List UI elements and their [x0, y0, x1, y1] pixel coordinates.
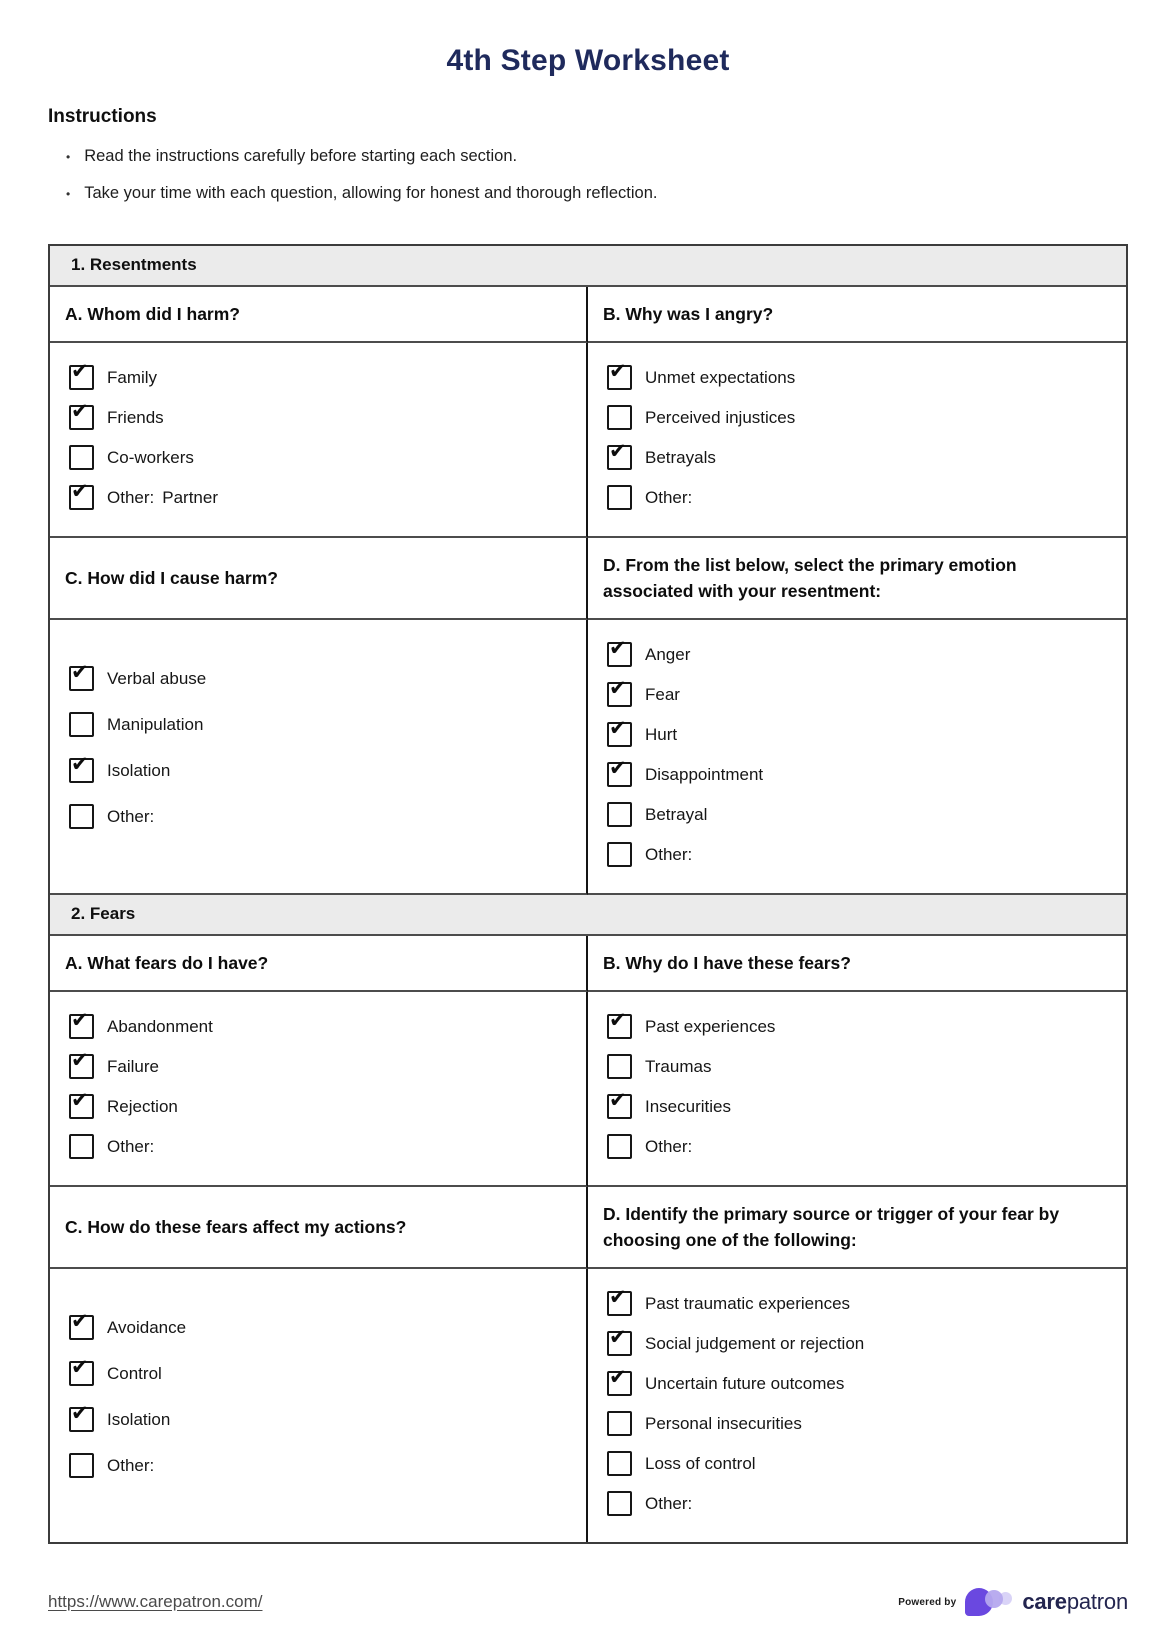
checkbox-option[interactable]	[607, 485, 1110, 510]
checkbox-option[interactable]	[607, 439, 1110, 470]
unchecked-checkbox-icon[interactable]	[607, 842, 632, 867]
checkmark-icon: ✔	[609, 1325, 627, 1349]
checked-checkbox-icon[interactable]	[607, 359, 632, 390]
checkbox-label: Control	[107, 1363, 162, 1383]
question-label: A. Whom did I harm?	[65, 303, 240, 324]
footer	[48, 1586, 1128, 1630]
checked-checkbox-icon[interactable]	[607, 1285, 632, 1316]
checked-checkbox-icon[interactable]	[69, 399, 94, 430]
checkmark-icon: ✔	[609, 1088, 627, 1112]
checkmark-icon: ✔	[609, 716, 627, 740]
checkbox-option[interactable]	[69, 399, 570, 430]
unchecked-checkbox-icon[interactable]	[69, 1453, 94, 1478]
options-cell	[50, 620, 588, 895]
checkbox-label: Other:	[107, 1136, 155, 1156]
unchecked-checkbox-icon[interactable]	[607, 1491, 632, 1516]
question-label: D. From the list below, select the primary emotion associated with your resentment:	[603, 554, 1017, 601]
checkmark-icon: ✔	[71, 1401, 89, 1425]
checkmark-icon: ✔	[71, 359, 89, 383]
worksheet-section	[50, 246, 1126, 895]
options-cell	[50, 1269, 588, 1542]
checkbox-option[interactable]	[607, 1088, 1110, 1119]
question-cell	[588, 936, 1126, 992]
checkmark-icon: ✔	[71, 752, 89, 776]
unchecked-checkbox-icon[interactable]	[69, 1134, 94, 1159]
checked-checkbox-icon[interactable]	[607, 1088, 632, 1119]
instruction-bullet	[48, 138, 1128, 175]
checkbox-option[interactable]	[607, 716, 1110, 747]
checked-checkbox-icon[interactable]	[69, 752, 94, 783]
checkbox-option[interactable]	[607, 359, 1110, 390]
carepatron-logo-icon	[965, 1586, 1013, 1618]
worksheet-table	[48, 244, 1128, 1544]
instruction-bullet	[48, 175, 1128, 212]
question-cell	[50, 936, 588, 992]
checkbox-option[interactable]	[69, 1453, 570, 1478]
unchecked-checkbox-icon[interactable]	[69, 804, 94, 829]
section-header: 2. Fears	[50, 895, 1126, 936]
checkbox-label: Uncertain future outcomes	[645, 1373, 845, 1393]
checkbox-option[interactable]	[69, 1088, 570, 1119]
checkbox-option[interactable]	[69, 359, 570, 390]
checkbox-label: Disappointment	[645, 764, 764, 784]
checkbox-label: Other:	[107, 1455, 155, 1475]
checked-checkbox-icon[interactable]	[69, 660, 94, 691]
checkbox-option[interactable]	[607, 405, 1110, 430]
unchecked-checkbox-icon[interactable]	[607, 405, 632, 430]
unchecked-checkbox-icon[interactable]	[69, 445, 94, 470]
checkbox-option[interactable]	[607, 636, 1110, 667]
checked-checkbox-icon[interactable]	[607, 676, 632, 707]
checkbox-label: Insecurities	[645, 1096, 731, 1116]
checkbox-label: Other:	[107, 806, 155, 826]
checked-checkbox-icon[interactable]	[69, 479, 94, 510]
checkbox-label: Family	[107, 367, 158, 387]
checkbox-option[interactable]	[607, 1054, 1110, 1079]
checkmark-icon: ✔	[71, 1048, 89, 1072]
checkbox-label: Isolation	[107, 1409, 171, 1429]
checked-checkbox-icon[interactable]	[69, 1309, 94, 1340]
checkbox-label: Other:	[107, 487, 155, 507]
checked-checkbox-icon[interactable]	[69, 1048, 94, 1079]
checkbox-label: Other:	[645, 1493, 693, 1513]
question-cell	[50, 538, 588, 620]
checkbox-label: Anger	[645, 644, 691, 664]
unchecked-checkbox-icon[interactable]	[607, 485, 632, 510]
checkbox-value: Partner	[162, 487, 218, 507]
instructions-list	[48, 138, 1128, 212]
checkbox-label: Personal insecurities	[645, 1413, 802, 1433]
powered-by-brand	[898, 1586, 1128, 1618]
checkmark-icon: ✔	[609, 359, 627, 383]
checkbox-label: Hurt	[645, 724, 678, 744]
checkbox-label: Verbal abuse	[107, 668, 207, 688]
checkbox-option[interactable]	[607, 1491, 1110, 1516]
checkbox-option[interactable]	[69, 1401, 570, 1432]
checkmark-icon: ✔	[71, 1088, 89, 1112]
checked-checkbox-icon[interactable]	[607, 439, 632, 470]
checkbox-option[interactable]	[607, 842, 1110, 867]
question-cell	[588, 287, 1126, 343]
checkbox-label: Perceived injustices	[645, 407, 796, 427]
checkbox-option[interactable]	[607, 1325, 1110, 1356]
checkbox-option[interactable]	[69, 1134, 570, 1159]
checked-checkbox-icon[interactable]	[69, 359, 94, 390]
checked-checkbox-icon[interactable]	[69, 1401, 94, 1432]
question-cell	[588, 1187, 1126, 1269]
checked-checkbox-icon[interactable]	[69, 1088, 94, 1119]
options-cell	[588, 343, 1126, 538]
section-header: 1. Resentments	[50, 246, 1126, 287]
checkmark-icon: ✔	[71, 660, 89, 684]
question-label: B. Why do I have these fears?	[603, 952, 851, 973]
checked-checkbox-icon[interactable]	[607, 756, 632, 787]
question-cell	[588, 538, 1126, 620]
checkbox-option[interactable]	[607, 1365, 1110, 1396]
checkbox-label: Betrayal	[645, 804, 708, 824]
checkbox-option[interactable]	[69, 1008, 570, 1039]
carepatron-wordmark: carepatron	[1022, 1589, 1128, 1614]
unchecked-checkbox-icon[interactable]	[607, 1411, 632, 1436]
checkmark-icon: ✔	[609, 676, 627, 700]
checkbox-label: Failure	[107, 1056, 159, 1076]
question-label: A. What fears do I have?	[65, 952, 269, 973]
question-label: B. Why was I angry?	[603, 303, 774, 324]
checkmark-icon: ✔	[609, 439, 627, 463]
checkbox-label: Rejection	[107, 1096, 178, 1116]
instruction-text: Read the instructions carefully before starting each section.	[84, 147, 518, 165]
checkmark-icon: ✔	[71, 399, 89, 423]
instructions-section	[48, 106, 1128, 212]
question-cell	[50, 1187, 588, 1269]
unchecked-checkbox-icon[interactable]	[607, 1451, 632, 1476]
checkbox-label: Isolation	[107, 760, 171, 780]
unchecked-checkbox-icon[interactable]	[607, 1134, 632, 1159]
checkbox-option[interactable]	[607, 1285, 1110, 1316]
checkbox-label: Past traumatic experiences	[645, 1293, 851, 1313]
checkbox-option[interactable]	[607, 1008, 1110, 1039]
checkbox-label: Fear	[645, 684, 680, 704]
worksheet-section	[50, 895, 1126, 1542]
instructions-heading: Instructions	[48, 106, 157, 127]
checkbox-label: Friends	[107, 407, 164, 427]
footer-link[interactable]: https://www.carepatron.com/	[48, 1592, 263, 1611]
checked-checkbox-icon[interactable]	[607, 716, 632, 747]
checkmark-icon: ✔	[71, 1309, 89, 1333]
checkbox-label: Traumas	[645, 1056, 712, 1076]
checkbox-option[interactable]	[69, 479, 570, 510]
checkbox-option[interactable]	[69, 1309, 570, 1340]
logo-blob-mid	[985, 1590, 1003, 1608]
section-grid	[50, 287, 1126, 895]
powered-by-label: Powered by	[898, 1596, 957, 1608]
bullet-icon: •	[66, 187, 71, 201]
checkbox-option[interactable]	[69, 1048, 570, 1079]
checkbox-option[interactable]	[607, 676, 1110, 707]
checkbox-label: Manipulation	[107, 714, 204, 734]
options-cell	[50, 992, 588, 1187]
checked-checkbox-icon[interactable]	[607, 1008, 632, 1039]
checkbox-label: Betrayals	[645, 447, 716, 467]
checked-checkbox-icon[interactable]	[69, 1008, 94, 1039]
checkbox-label: Other:	[645, 487, 693, 507]
checkmark-icon: ✔	[609, 636, 627, 660]
checkbox-option[interactable]	[607, 1411, 1110, 1436]
question-label: C. How did I cause harm?	[65, 567, 278, 588]
instruction-text: Take your time with each question, allowing for honest and thorough reflection.	[84, 184, 658, 202]
options-cell	[588, 1269, 1126, 1542]
checkbox-option[interactable]	[607, 1134, 1110, 1159]
checkmark-icon: ✔	[71, 1008, 89, 1032]
checkbox-option[interactable]	[69, 1355, 570, 1386]
page-title: 4th Step Worksheet	[446, 44, 730, 77]
checkbox-label: Unmet expectations	[645, 367, 796, 387]
checkbox-label: Loss of control	[645, 1453, 756, 1473]
checkbox-label: Abandonment	[107, 1016, 213, 1036]
checkbox-option[interactable]	[607, 756, 1110, 787]
bullet-icon: •	[66, 150, 71, 164]
checked-checkbox-icon[interactable]	[607, 1365, 632, 1396]
question-label: D. Identify the primary source or trigger of your fear by choosing one of the following:	[603, 1203, 1060, 1250]
question-cell	[50, 287, 588, 343]
question-label: C. How do these fears affect my actions?	[65, 1216, 407, 1237]
checkbox-label: Co-workers	[107, 447, 194, 467]
options-cell	[588, 620, 1126, 895]
unchecked-checkbox-icon[interactable]	[69, 712, 94, 737]
checkbox-option[interactable]	[69, 712, 570, 737]
checkmark-icon: ✔	[609, 1008, 627, 1032]
checkmark-icon: ✔	[609, 1365, 627, 1389]
checkbox-option[interactable]	[69, 752, 570, 783]
checkmark-icon: ✔	[71, 1355, 89, 1379]
section-grid	[50, 936, 1126, 1542]
checkbox-label: Other:	[645, 1136, 693, 1156]
checked-checkbox-icon[interactable]	[607, 636, 632, 667]
checkbox-label: Past experiences	[645, 1016, 776, 1036]
unchecked-checkbox-icon[interactable]	[607, 1054, 632, 1079]
checkbox-option[interactable]	[69, 660, 570, 691]
checkbox-option[interactable]	[607, 802, 1110, 827]
checkbox-label: Other:	[645, 844, 693, 864]
checkbox-option[interactable]	[607, 1451, 1110, 1476]
options-cell	[50, 343, 588, 538]
checkmark-icon: ✔	[71, 479, 89, 503]
checked-checkbox-icon[interactable]	[69, 1355, 94, 1386]
checkbox-option[interactable]	[69, 804, 570, 829]
options-cell	[588, 992, 1126, 1187]
unchecked-checkbox-icon[interactable]	[607, 802, 632, 827]
checkmark-icon: ✔	[609, 1285, 627, 1309]
checked-checkbox-icon[interactable]	[607, 1325, 632, 1356]
checkbox-option[interactable]	[69, 445, 570, 470]
checkmark-icon: ✔	[609, 756, 627, 780]
checkbox-label: Avoidance	[107, 1317, 187, 1337]
checkbox-label: Social judgement or rejection	[645, 1333, 865, 1353]
